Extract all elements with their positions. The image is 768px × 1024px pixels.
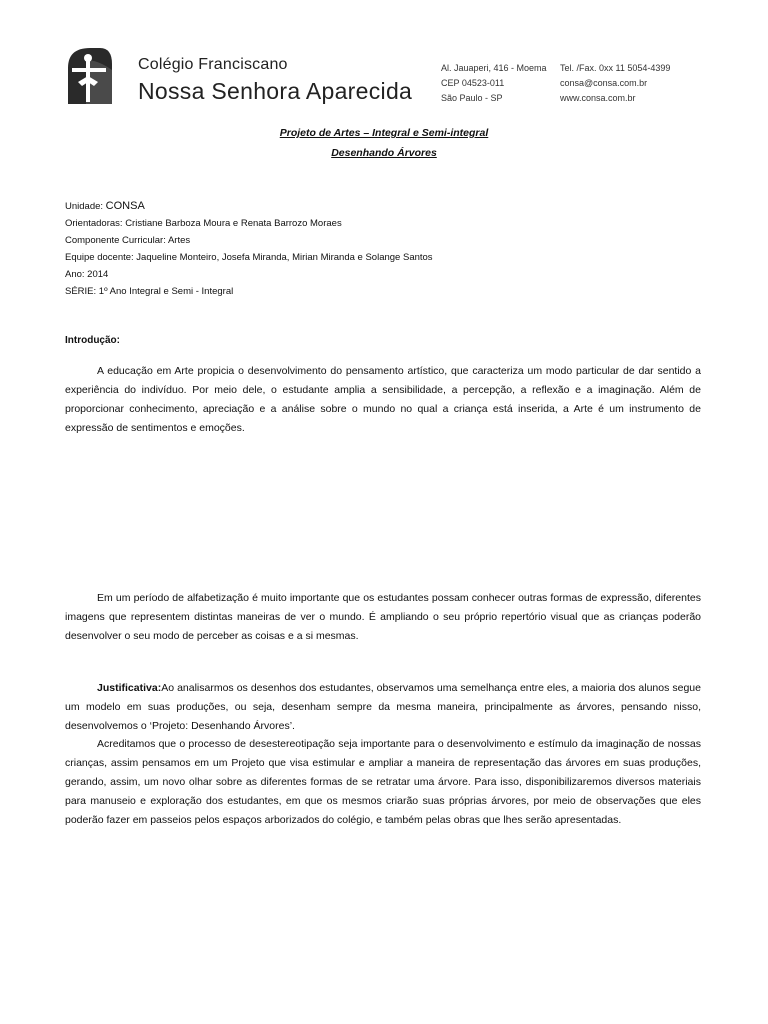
contact-phone: Tel. /Fax. 0xx 11 5054-4399 xyxy=(560,63,671,73)
info-equipe: Equipe docente: Jaqueline Monteiro, Josefa Miranda, Mirian Miranda e Solange Santos xyxy=(65,252,433,263)
school-name-line2: Nossa Senhora Aparecida xyxy=(138,78,413,104)
address-cep: CEP 04523-011 xyxy=(441,78,505,88)
unidade-label: Unidade: xyxy=(65,201,106,212)
info-componente: Componente Curricular: Artes xyxy=(65,235,191,246)
school-name-line1: Colégio Franciscano xyxy=(138,56,288,73)
address-city: São Paulo - SP xyxy=(441,93,503,103)
info-serie: SÉRIE: 1º Ano Integral e Semi - Integral xyxy=(65,286,234,297)
info-orientadoras: Orientadoras: Cristiane Barboza Moura e Renata Barrozo Moraes xyxy=(65,218,342,229)
address-street: Al. Jauaperi, 416 - Moema xyxy=(441,63,547,73)
justificativa-text: Ao analisarmos os desenhos dos estudantes, observamos uma semelhança entre eles, a maioria dos alunos segue um modelo em suas produções, ou seja, desenham sempre da mesma maneira, principalmente as árvores, pensando nisso, desenvolvemos o ‘Projeto: Desenhando Árvores’. xyxy=(65,682,701,732)
intro-heading: Introdução: xyxy=(65,335,120,346)
unidade-value: CONSA xyxy=(105,200,145,212)
school-address xyxy=(441,61,547,106)
contact-email: consa@consa.com.br xyxy=(560,78,648,88)
info-unidade xyxy=(65,198,433,215)
intro-paragraph: A educação em Arte propicia o desenvolvimento do pensamento artístico, que caracteriza um modo particular de dar sentido a experiência do indivíduo. Por meio dele, o estudante amplia a sensibilidade, a percepção, a reflexão e a imaginação. Além de proporcionar conhecimento, apreciação e a análise sobre o mundo no qual a criança está inserida, a Arte é um instrumento de expressão de sentimentos e emoções. xyxy=(65,365,701,434)
document-title: Projeto de Artes – Integral e Semi-integral xyxy=(279,127,489,139)
school-logo xyxy=(64,46,116,104)
info-ano: Ano: 2014 xyxy=(65,269,109,280)
justificativa-paragraph xyxy=(65,679,701,736)
school-contact xyxy=(560,61,670,106)
justificativa-label: Justificativa: xyxy=(97,682,162,694)
document-subtitle: Desenhando Árvores xyxy=(331,147,437,159)
project-info xyxy=(65,198,433,300)
period-paragraph: Em um período de alfabetização é muito importante que os estudantes possam conhecer outras formas de expressão, diferentes imagens que representem distintas maneiras de ver o mundo. É ampliando o seu próprio repertório visual que as crianças poderão desenvolver o seu modo de perceber as coisas e a si mesmas. xyxy=(65,592,701,642)
contact-website: www.consa.com.br xyxy=(560,93,636,103)
acreditamos-paragraph: Acreditamos que o processo de desestereotipação seja importante para o desenvolvimento e estímulo da imaginação de nossas crianças, assim pensamos em um Projeto que visa estimular e ampliar a maneira de representação das árvores em suas produções, gerando, assim, um novo olhar sobre as diferentes formas de se retratar uma árvore. Para isso, disponibilizaremos diversos materiais para manuseio e exploração dos estudantes, em que os mesmos criarão suas próprias árvores, por meio de observações que eles poderão fazer em passeios pelos espaços arborizados do colégio, e também pelas obras que lhes serão apresentadas. xyxy=(65,738,701,826)
